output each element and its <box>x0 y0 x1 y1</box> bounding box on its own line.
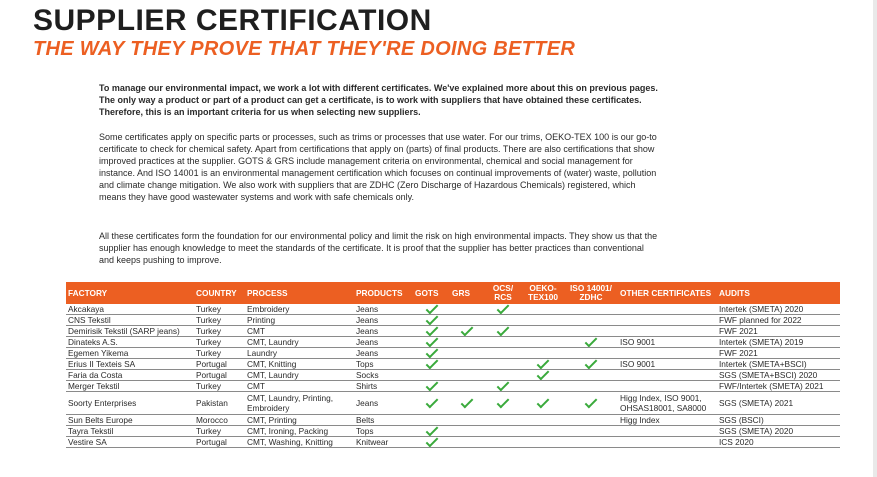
grs-cell <box>450 315 484 326</box>
foundation-paragraph: All these certificates form the foundation for our environmental policy and limit the risk on high environmental impacts. They show us that the supplier has enough knowledge to meet the standards of the certificate. It is proof that the supplier has better practices than conventional and keeps pushing to improve. <box>99 231 658 265</box>
iso-cell <box>564 326 618 337</box>
table-body <box>66 304 840 448</box>
factory-cell: Erius II Texteis SA <box>66 359 194 370</box>
other-certificates-cell: Higg Index <box>618 415 717 426</box>
iso-cell <box>564 392 618 415</box>
gots-cell <box>413 348 450 359</box>
country-cell: Turkey <box>194 337 245 348</box>
audits-cell: ICS 2020 <box>717 437 840 448</box>
factory-cell: Faria da Costa <box>66 370 194 381</box>
supplier-table <box>66 282 840 448</box>
ocs-cell <box>484 337 522 348</box>
other-certificates-cell <box>618 348 717 359</box>
iso-cell <box>564 415 618 426</box>
audits-cell: FWF/Intertek (SMETA) 2021 <box>717 381 840 392</box>
products-cell: Jeans <box>354 326 413 337</box>
audits-cell: SGS (SMETA+BSCI) 2020 <box>717 370 840 381</box>
grs-cell <box>450 348 484 359</box>
other-certificates-cell <box>618 304 717 315</box>
intro-paragraph: To manage our environmental impact, we work a lot with different certificates. We've explained more about this on previous pages. The only way a product or part of a product can get a certificate, is to work with suppliers that have obtained these certificates. Therefore, this is an important criteria for us when selecting new suppliers. <box>99 83 658 117</box>
country-cell: Turkey <box>194 348 245 359</box>
checkmark-icon <box>497 381 510 392</box>
products-cell: Socks <box>354 370 413 381</box>
ocs-cell <box>484 437 522 448</box>
table-header-row <box>66 282 840 304</box>
products-cell: Jeans <box>354 348 413 359</box>
factory-cell: Soorty Enterprises <box>66 392 194 415</box>
iso-cell <box>564 370 618 381</box>
oeko-cell <box>522 337 564 348</box>
grs-cell <box>450 337 484 348</box>
checkmark-icon <box>585 396 598 409</box>
certificates-paragraph: Some certificates apply on specific parts or processes, such as trims or processes that use water. For our trims, OEKO-TEX 100 is our go-to certificate to check for chemical safety. Apart from certifications that apply on (parts) of final products. There are also certifications that show improved practices at the supplier. GOTS & GRS include management criteria on environmental, chemical and social management for instance. And ISO 14001 is an environmental management certification which focuses on continual improvements of (water) waste, pollution and climate change mitigation. We also work with suppliers that are ZDHC (Zero Discharge of Hazardous Chemicals) registered, which means they have good wastewater systems and work with safe chemicals only. <box>99 132 657 202</box>
gots-cell <box>413 381 450 392</box>
ocs-cell <box>484 304 522 315</box>
gots-cell <box>413 426 450 437</box>
checkmark-icon <box>425 359 438 370</box>
checkmark-icon <box>425 381 438 392</box>
checkmark-icon <box>425 437 438 448</box>
col-audits: AUDITS <box>717 282 840 304</box>
oeko-cell <box>522 392 564 415</box>
iso-cell <box>564 304 618 315</box>
gots-cell <box>413 370 450 381</box>
table-row <box>66 370 840 381</box>
audits-cell: Intertek (SMETA) 2020 <box>717 304 840 315</box>
iso-cell <box>564 348 618 359</box>
gots-cell <box>413 437 450 448</box>
factory-cell: Demirisik Tekstil (SARP jeans) <box>66 326 194 337</box>
col-factory: FACTORY <box>66 282 194 304</box>
products-cell: Belts <box>354 415 413 426</box>
ocs-cell <box>484 415 522 426</box>
products-cell: Tops <box>354 359 413 370</box>
process-cell: CMT, Laundry <box>245 370 354 381</box>
checkmark-icon <box>461 396 474 409</box>
oeko-cell <box>522 381 564 392</box>
col-other-certificates: OTHER CERTIFICATES <box>618 282 717 304</box>
ocs-cell <box>484 392 522 415</box>
country-cell: Turkey <box>194 304 245 315</box>
products-cell: Jeans <box>354 315 413 326</box>
checkmark-icon <box>425 326 438 337</box>
ocs-cell <box>484 426 522 437</box>
country-cell: Turkey <box>194 381 245 392</box>
checkmark-icon <box>425 315 438 326</box>
table-row <box>66 381 840 392</box>
checkmark-icon <box>497 396 510 409</box>
process-cell: CMT, Knitting <box>245 359 354 370</box>
process-cell: Laundry <box>245 348 354 359</box>
page-title: SUPPLIER CERTIFICATION <box>33 4 432 37</box>
checkmark-icon <box>585 337 598 348</box>
gots-cell <box>413 304 450 315</box>
checkmark-icon <box>425 337 438 348</box>
audits-cell: FWF planned for 2022 <box>717 315 840 326</box>
table-row <box>66 415 840 426</box>
country-cell: Pakistan <box>194 392 245 415</box>
table-row <box>66 315 840 326</box>
country-cell: Portugal <box>194 359 245 370</box>
iso-cell <box>564 381 618 392</box>
checkmark-icon <box>497 326 510 337</box>
checkmark-icon <box>425 304 438 315</box>
country-cell: Turkey <box>194 315 245 326</box>
checkmark-icon <box>461 326 474 337</box>
col-grs: GRS <box>450 282 484 304</box>
process-cell: CMT, Washing, Knitting <box>245 437 354 448</box>
iso-cell <box>564 337 618 348</box>
products-cell: Shirts <box>354 381 413 392</box>
ocs-cell <box>484 315 522 326</box>
ocs-cell <box>484 326 522 337</box>
country-cell: Portugal <box>194 370 245 381</box>
oeko-cell <box>522 315 564 326</box>
country-cell: Turkey <box>194 326 245 337</box>
iso-cell <box>564 426 618 437</box>
audits-cell: SGS (SMETA) 2021 <box>717 392 840 415</box>
process-cell: CMT <box>245 381 354 392</box>
col-iso-zdhc: ISO 14001/ ZDHC <box>564 282 618 304</box>
gots-cell <box>413 315 450 326</box>
other-certificates-cell: Higg Index, ISO 9001, OHSAS18001, SA8000 <box>618 392 717 415</box>
col-ocs-rcs: OCS/ RCS <box>484 282 522 304</box>
grs-cell <box>450 426 484 437</box>
gots-cell <box>413 415 450 426</box>
table-row <box>66 337 840 348</box>
factory-cell: Akcakaya <box>66 304 194 315</box>
country-cell: Turkey <box>194 426 245 437</box>
factory-cell: Vestire SA <box>66 437 194 448</box>
other-certificates-cell <box>618 426 717 437</box>
checkmark-icon <box>537 370 550 381</box>
col-products: PRODUCTS <box>354 282 413 304</box>
oeko-cell <box>522 359 564 370</box>
iso-cell <box>564 359 618 370</box>
factory-cell: Tayra Tekstil <box>66 426 194 437</box>
ocs-cell <box>484 359 522 370</box>
table-row <box>66 392 840 415</box>
country-cell: Portugal <box>194 437 245 448</box>
col-gots: GOTS <box>413 282 450 304</box>
process-cell: CMT, Laundry, Printing, Embroidery <box>245 392 354 415</box>
oeko-cell <box>522 326 564 337</box>
page-edge <box>873 0 877 477</box>
process-cell: CMT, Ironing, Packing <box>245 426 354 437</box>
checkmark-icon <box>497 304 510 315</box>
table-row <box>66 426 840 437</box>
other-certificates-cell <box>618 381 717 392</box>
other-certificates-cell: ISO 9001 <box>618 337 717 348</box>
oeko-cell <box>522 304 564 315</box>
oeko-cell <box>522 437 564 448</box>
page-subtitle: THE WAY THEY PROVE THAT THEY'RE DOING BETTER <box>33 38 576 60</box>
products-cell: Jeans <box>354 392 413 415</box>
checkmark-icon <box>425 348 438 359</box>
process-cell: CMT, Printing <box>245 415 354 426</box>
process-cell: CMT, Laundry <box>245 337 354 348</box>
table-row <box>66 348 840 359</box>
grs-cell <box>450 381 484 392</box>
factory-cell: Egemen Yikema <box>66 348 194 359</box>
checkmark-icon <box>537 396 550 409</box>
col-process: PROCESS <box>245 282 354 304</box>
checkmark-icon <box>585 359 598 370</box>
products-cell: Jeans <box>354 304 413 315</box>
audits-cell: SGS (SMETA) 2020 <box>717 426 840 437</box>
oeko-cell <box>522 415 564 426</box>
table-row <box>66 326 840 337</box>
table-row <box>66 304 840 315</box>
country-cell: Morocco <box>194 415 245 426</box>
col-country: COUNTRY <box>194 282 245 304</box>
products-cell: Jeans <box>354 337 413 348</box>
process-cell: Printing <box>245 315 354 326</box>
grs-cell <box>450 392 484 415</box>
iso-cell <box>564 315 618 326</box>
factory-cell: Merger Tekstil <box>66 381 194 392</box>
other-certificates-cell <box>618 315 717 326</box>
other-certificates-cell <box>618 326 717 337</box>
iso-cell <box>564 437 618 448</box>
ocs-cell <box>484 381 522 392</box>
checkmark-icon <box>537 359 550 370</box>
other-certificates-cell <box>618 437 717 448</box>
process-cell: Embroidery <box>245 304 354 315</box>
grs-cell <box>450 437 484 448</box>
grs-cell <box>450 370 484 381</box>
products-cell: Knitwear <box>354 437 413 448</box>
gots-cell <box>413 359 450 370</box>
gots-cell <box>413 392 450 415</box>
col-oeko-tex: OEKO- TEX100 <box>522 282 564 304</box>
audits-cell: FWF 2021 <box>717 348 840 359</box>
process-cell: CMT <box>245 326 354 337</box>
oeko-cell <box>522 370 564 381</box>
grs-cell <box>450 326 484 337</box>
oeko-cell <box>522 348 564 359</box>
grs-cell <box>450 359 484 370</box>
other-certificates-cell <box>618 370 717 381</box>
table-row <box>66 437 840 448</box>
table-row <box>66 359 840 370</box>
factory-cell: Sun Belts Europe <box>66 415 194 426</box>
audits-cell: FWF 2021 <box>717 326 840 337</box>
grs-cell <box>450 304 484 315</box>
checkmark-icon <box>425 426 438 437</box>
products-cell: Tops <box>354 426 413 437</box>
ocs-cell <box>484 348 522 359</box>
factory-cell: CNS Tekstil <box>66 315 194 326</box>
checkmark-icon <box>425 396 438 409</box>
other-certificates-cell: ISO 9001 <box>618 359 717 370</box>
audits-cell: Intertek (SMETA+BSCI) <box>717 359 840 370</box>
gots-cell <box>413 337 450 348</box>
audits-cell: Intertek (SMETA) 2019 <box>717 337 840 348</box>
oeko-cell <box>522 426 564 437</box>
ocs-cell <box>484 370 522 381</box>
factory-cell: Dinateks A.S. <box>66 337 194 348</box>
audits-cell: SGS (BSCI) <box>717 415 840 426</box>
gots-cell <box>413 326 450 337</box>
grs-cell <box>450 415 484 426</box>
